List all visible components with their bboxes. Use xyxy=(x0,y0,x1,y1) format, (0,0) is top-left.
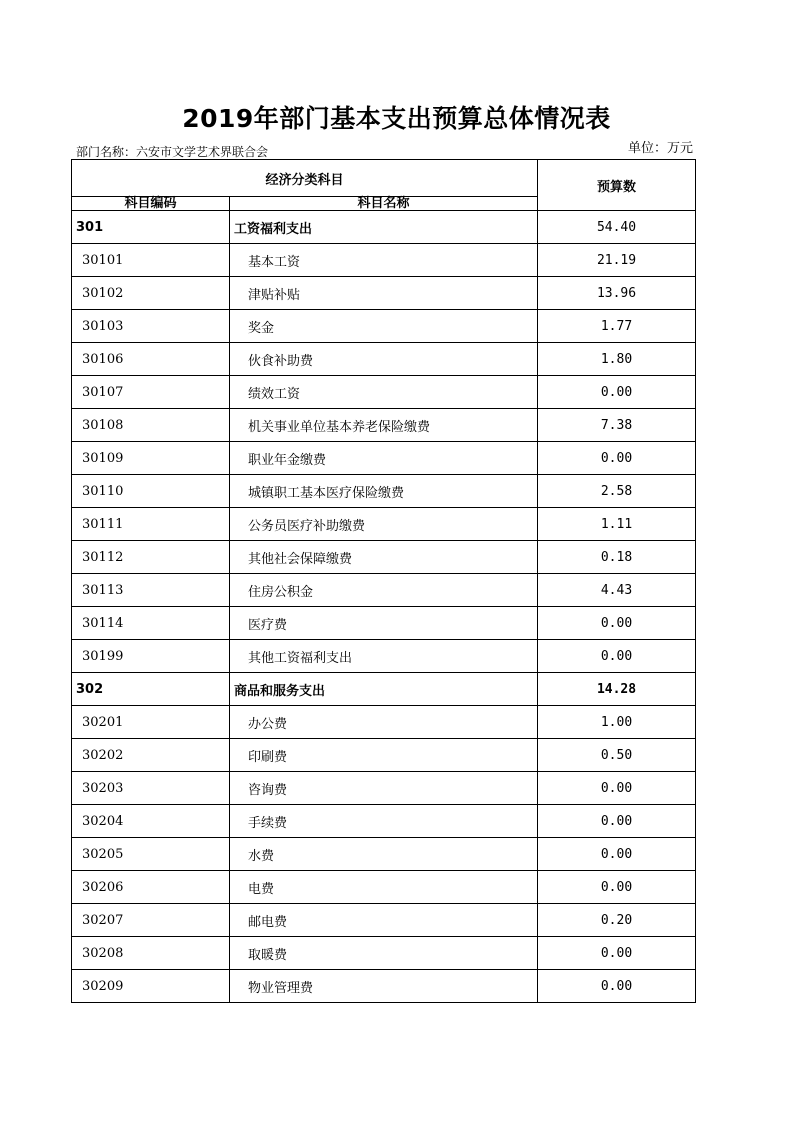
subject-code: 30204 xyxy=(72,805,230,838)
subject-name: 机关事业单位基本养老保险缴费 xyxy=(230,409,538,442)
subject-name: 手续费 xyxy=(230,805,538,838)
budget-amount: 4.43 xyxy=(538,574,696,607)
budget-amount: 13.96 xyxy=(538,277,696,310)
econ-class-header: 经济分类科目 xyxy=(72,160,538,197)
subject-name: 水费 xyxy=(230,838,538,871)
table-row xyxy=(72,574,696,607)
subject-name: 城镇职工基本医疗保险缴费 xyxy=(230,475,538,508)
table-row xyxy=(72,838,696,871)
budget-amount: 0.00 xyxy=(538,607,696,640)
table-row xyxy=(72,937,696,970)
budget-amount: 0.00 xyxy=(538,871,696,904)
budget-amount: 0.00 xyxy=(538,376,696,409)
name-header: 科目名称 xyxy=(230,197,538,211)
department-label: 部门名称：六安市文学艺术界联合会 xyxy=(76,145,269,159)
budget-amount: 0.00 xyxy=(538,442,696,475)
table-row xyxy=(72,310,696,343)
subject-name: 职业年金缴费 xyxy=(230,442,538,475)
subject-name: 邮电费 xyxy=(230,904,538,937)
subject-name: 电费 xyxy=(230,871,538,904)
subject-code: 30205 xyxy=(72,838,230,871)
budget-amount: 7.38 xyxy=(538,409,696,442)
subject-code: 30110 xyxy=(72,475,230,508)
subject-code: 30201 xyxy=(72,706,230,739)
budget-amount: 0.00 xyxy=(538,805,696,838)
subject-code: 30108 xyxy=(72,409,230,442)
category-row xyxy=(72,673,696,706)
table-row xyxy=(72,805,696,838)
budget-amount: 0.00 xyxy=(538,970,696,1003)
table-row xyxy=(72,970,696,1003)
table-row xyxy=(72,904,696,937)
budget-amount: 0.00 xyxy=(538,838,696,871)
budget-amount: 0.00 xyxy=(538,772,696,805)
subject-code: 30208 xyxy=(72,937,230,970)
table-row xyxy=(72,640,696,673)
budget-amount: 14.28 xyxy=(538,673,696,706)
subject-code: 301 xyxy=(72,211,230,244)
subject-code: 30203 xyxy=(72,772,230,805)
subject-name: 其他工资福利支出 xyxy=(230,640,538,673)
table-row xyxy=(72,739,696,772)
category-row xyxy=(72,211,696,244)
subject-name: 办公费 xyxy=(230,706,538,739)
unit-label: 单位：万元 xyxy=(628,141,694,156)
subject-code: 30106 xyxy=(72,343,230,376)
subject-name: 医疗费 xyxy=(230,607,538,640)
budget-amount: 1.11 xyxy=(538,508,696,541)
subject-name: 取暖费 xyxy=(230,937,538,970)
subject-code: 30202 xyxy=(72,739,230,772)
header-row xyxy=(72,160,696,197)
subject-code: 30109 xyxy=(72,442,230,475)
subject-code: 30103 xyxy=(72,310,230,343)
subject-code: 30209 xyxy=(72,970,230,1003)
budget-amount: 0.00 xyxy=(538,937,696,970)
subject-code: 30114 xyxy=(72,607,230,640)
subject-name: 商品和服务支出 xyxy=(230,673,538,706)
subject-code: 30112 xyxy=(72,541,230,574)
budget-amount: 21.19 xyxy=(538,244,696,277)
table-row xyxy=(72,508,696,541)
page-title: 2019年部门基本支出预算总体情况表 xyxy=(182,104,611,133)
subject-code: 30102 xyxy=(72,277,230,310)
budget-amount-header: 预算数 xyxy=(538,160,696,211)
budget-amount: 0.18 xyxy=(538,541,696,574)
subject-name: 住房公积金 xyxy=(230,574,538,607)
subject-code: 302 xyxy=(72,673,230,706)
budget-amount: 2.58 xyxy=(538,475,696,508)
table-row xyxy=(72,409,696,442)
table-row xyxy=(72,706,696,739)
subject-name: 奖金 xyxy=(230,310,538,343)
budget-amount: 0.00 xyxy=(538,640,696,673)
subject-name: 绩效工资 xyxy=(230,376,538,409)
table-row xyxy=(72,772,696,805)
subject-code: 30113 xyxy=(72,574,230,607)
budget-amount: 1.00 xyxy=(538,706,696,739)
table-row xyxy=(72,277,696,310)
table-row xyxy=(72,607,696,640)
subject-name: 咨询费 xyxy=(230,772,538,805)
subject-name: 津贴补贴 xyxy=(230,277,538,310)
table-row xyxy=(72,442,696,475)
subject-code: 30199 xyxy=(72,640,230,673)
subject-code: 30206 xyxy=(72,871,230,904)
budget-amount: 54.40 xyxy=(538,211,696,244)
budget-amount: 0.50 xyxy=(538,739,696,772)
subject-name: 物业管理费 xyxy=(230,970,538,1003)
budget-amount: 1.80 xyxy=(538,343,696,376)
budget-amount: 0.20 xyxy=(538,904,696,937)
subject-name: 伙食补助费 xyxy=(230,343,538,376)
subject-code: 30101 xyxy=(72,244,230,277)
table-row xyxy=(72,244,696,277)
table-row xyxy=(72,343,696,376)
subject-code: 30107 xyxy=(72,376,230,409)
table-row xyxy=(72,376,696,409)
subject-code: 30111 xyxy=(72,508,230,541)
subject-name: 工资福利支出 xyxy=(230,211,538,244)
subject-name: 印刷费 xyxy=(230,739,538,772)
subject-name: 公务员医疗补助缴费 xyxy=(230,508,538,541)
subject-code: 30207 xyxy=(72,904,230,937)
subject-name: 其他社会保障缴费 xyxy=(230,541,538,574)
table-row xyxy=(72,541,696,574)
budget-table xyxy=(71,159,696,1003)
code-header: 科目编码 xyxy=(72,197,230,211)
table-row xyxy=(72,475,696,508)
subject-name: 基本工资 xyxy=(230,244,538,277)
budget-amount: 1.77 xyxy=(538,310,696,343)
table-row xyxy=(72,871,696,904)
